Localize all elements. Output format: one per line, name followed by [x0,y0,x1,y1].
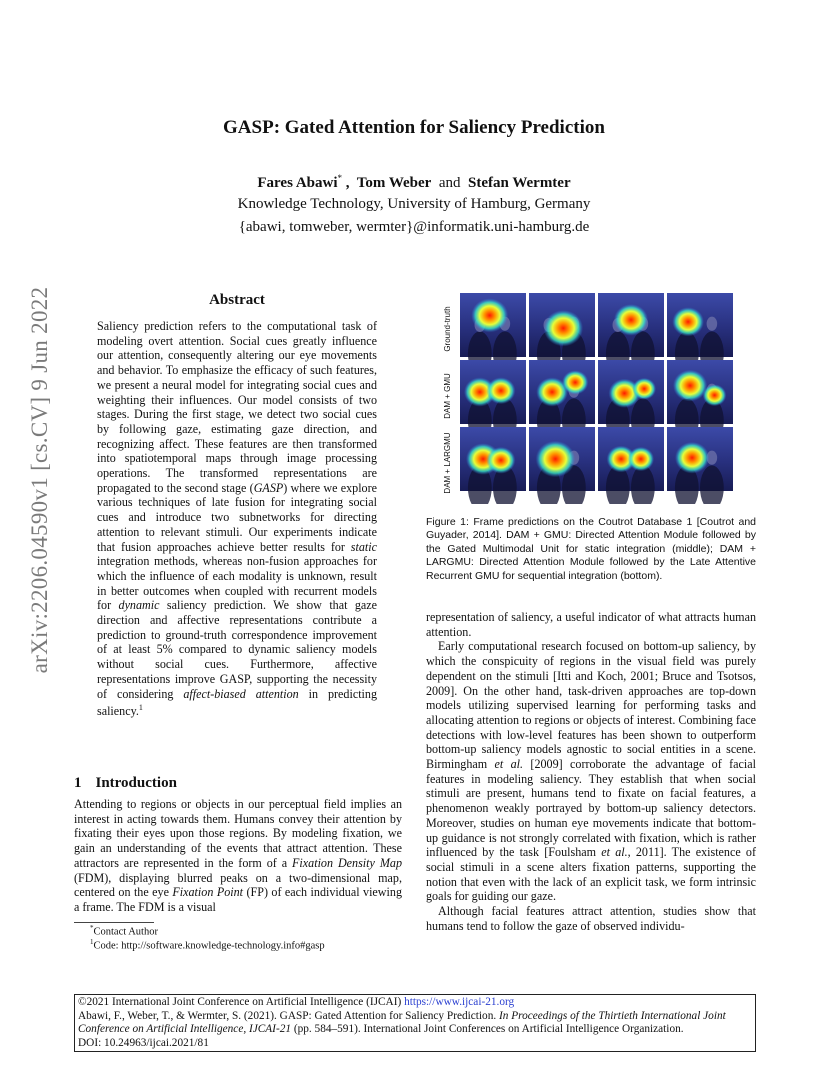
text-emph: affect-biased attention [183,686,299,701]
email: {abawi, tomweber, wermter}@informatik.uni-hamburg.de [238,219,590,235]
text-run: (FP) of each individual viewing a frame. The FDM is a visual [74,885,402,914]
text-emph: Fixation Density Map [292,855,402,870]
text-emph: GASP [253,480,284,495]
text-emph: Fixation Point [172,885,244,900]
abstract-heading: Abstract [209,292,265,308]
author-name: Fares Abawi [257,175,338,191]
footnote-ref: 1 [138,703,143,713]
paragraph [426,904,756,933]
row-label: Ground-truth [443,306,452,352]
author-name: Tom Weber [356,175,432,191]
text-emph: et al. [601,845,628,860]
right-column-text [426,610,756,933]
author-and: and [431,175,469,191]
footnote-rule [74,922,154,923]
text-run: [2009] corroborate the advantage of facial features in modeling saliency. They establish that when social stimuli are present, humans tend to fixate on facial features, a phenomenon weakly portrayed by bottom-up saliency detectors. Moreover, studies on human eye movements indicate that bottom-up guidance is not strongly correlated with fixation, which is rather influenced by the task [Foulsham [426,757,756,860]
text-run: integration methods, whereas non-fusion approaches for which the influence of each modality is unknown, result in better outcomes when coupled with recurrent models for [97,554,377,613]
text-run: Although facial features attract attention, studies show that humans tend to follow the gaze of observed individu- [426,904,756,933]
text-run: Saliency prediction refers to the computational task of modeling overt attention. Social cues greatly influence our attention, consequently altering our eye movements and behavior. To emphasize the efficacy of such features, we present a neural model for integrating social cues and weighting their influences. Our model consists of two stages. During the first stage, we detect two social cues by following gaze, estimating gaze direction, and recognizing affect. These features are then transformed into spatiotemporal maps through image processing operations. The transformed representations are propagated to the second stage ( [97,319,377,495]
row-label: DAM + GMU [443,373,452,419]
section-heading [74,775,177,792]
text-run: Abawi, F., Weber, T., & Wermter, S. (2021). GASP: Gated Attention for Saliency Prediction. [78,1009,499,1022]
doi-line: DOI: 10.24963/ijcai.2021/81 [78,1036,209,1049]
section-title: Introduction [95,775,177,791]
arxiv-stamp: arXiv:2206.04590v1 [cs.CV] 9 Jun 2022 [27,286,52,674]
paper-title: GASP: Gated Attention for Saliency Prediction [223,117,605,138]
footnote [90,924,158,938]
intro-text [74,797,402,915]
footnote-mark: 1 [90,938,94,946]
text-emph: In Proceedings of the Thirtieth International Joint Conference on Artificial Intelligence, IJCAI-21 [78,1009,726,1036]
text-run: (pp. 584–591). International Joint Conferences on Artificial Intelligence Organization. [291,1023,684,1036]
text-run: Early computational research focused on bottom-up saliency, by which the conspicuity of regions in the visual field was purely dependent on the stimuli [Itti and Koch, 2001; Bruce and Tsotsos, 2009]. On the other hand, task-driven approaches are top-down models utilizing supervised learning for performing tasks and allocating attention to regions or objects of interest. Combining face detections with low-level features has been shown to outperform bottom-up saliency models agnostic to social entities in a scene. Birmingham [426,639,756,772]
text-run: ) where we explore various techniques of late fusion for integrating social cues and introduce two subnetworks for directing attention to relevant stimuli. Our experiments indicate that fusion approaches achieve better results for [97,480,377,554]
text-emph: static [350,539,377,554]
text-emph: dynamic [118,598,160,613]
text-run: in predicting saliency. [97,686,378,719]
paragraph [426,610,756,639]
text-run: saliency prediction. We show that gaze direction and affective representations contribute a prediction to ground-truth correspondence improvement of at least 5% compared to dynamic saliency models without social cues. Furthermore, affective representations improve GASP, supporting the necessity of considering [97,598,378,701]
author-sep: , [342,175,357,191]
author-name: Stefan Wermter [468,175,571,191]
text-run: representation of saliency, a useful indicator of what attracts human attention. [426,610,756,639]
author-mark: * [337,173,343,183]
text-run: , 2011]. The existence of social stimuli in a scene alters fixation patterns, supporting the notion that even with the lack of an explicit task, we form intrinsic goals for guiding our gaze. [426,845,756,904]
ijcai-link[interactable]: https://www.ijcai-21.org [404,996,515,1008]
saliency-thumbnail [460,427,526,504]
section-number: 1 [74,775,82,791]
footnote [90,938,325,952]
footnote-text: Contact Author [93,926,158,938]
figure-caption: Figure 1: Frame predictions on the Coutrot Database 1 [Coutrot and Guyader, 2014]. DAM + GMU: Directed Attention Module followed by the Gated Multimodal Unit for static integration (middle); DAM + LARGMU: Directed Attention Module followed by the Late Attentive Recurrent GMU for sequential integration (bottom). [426,516,756,582]
footnote-text: Code: http://software.knowledge-technology.info#gasp [93,940,325,952]
saliency-thumbnail [529,427,595,504]
text-run: ©2021 International Joint Conference on Artificial Intelligence (IJCAI) [78,996,405,1008]
text-emph: et al. [494,757,524,772]
citation-line [78,1010,754,1037]
abstract-text [97,319,377,719]
saliency-thumbnail [598,427,664,504]
copyright-text [78,996,754,1050]
text-run: (FDM), displaying blurred peaks on a two-dimensional map, centered on the eye [74,870,402,900]
text-run: Attending to regions or objects in our perceptual field implies an interest in acting towards them. Humans convey their attention by fixating their eyes upon those regions. By modeling fixation, we gain an understanding of the events that attract attention. These attractors are represented in the form of a [74,797,402,870]
saliency-thumbnail [667,427,733,504]
affiliation: Knowledge Technology, University of Hamburg, Germany [237,196,591,212]
paragraph [426,639,756,904]
author-line [0,173,828,192]
copyright-line [78,996,754,1010]
row-label: DAM + LARGMU [443,432,452,494]
figure-saliency-grid [426,290,756,504]
footnote-mark: * [90,924,94,932]
